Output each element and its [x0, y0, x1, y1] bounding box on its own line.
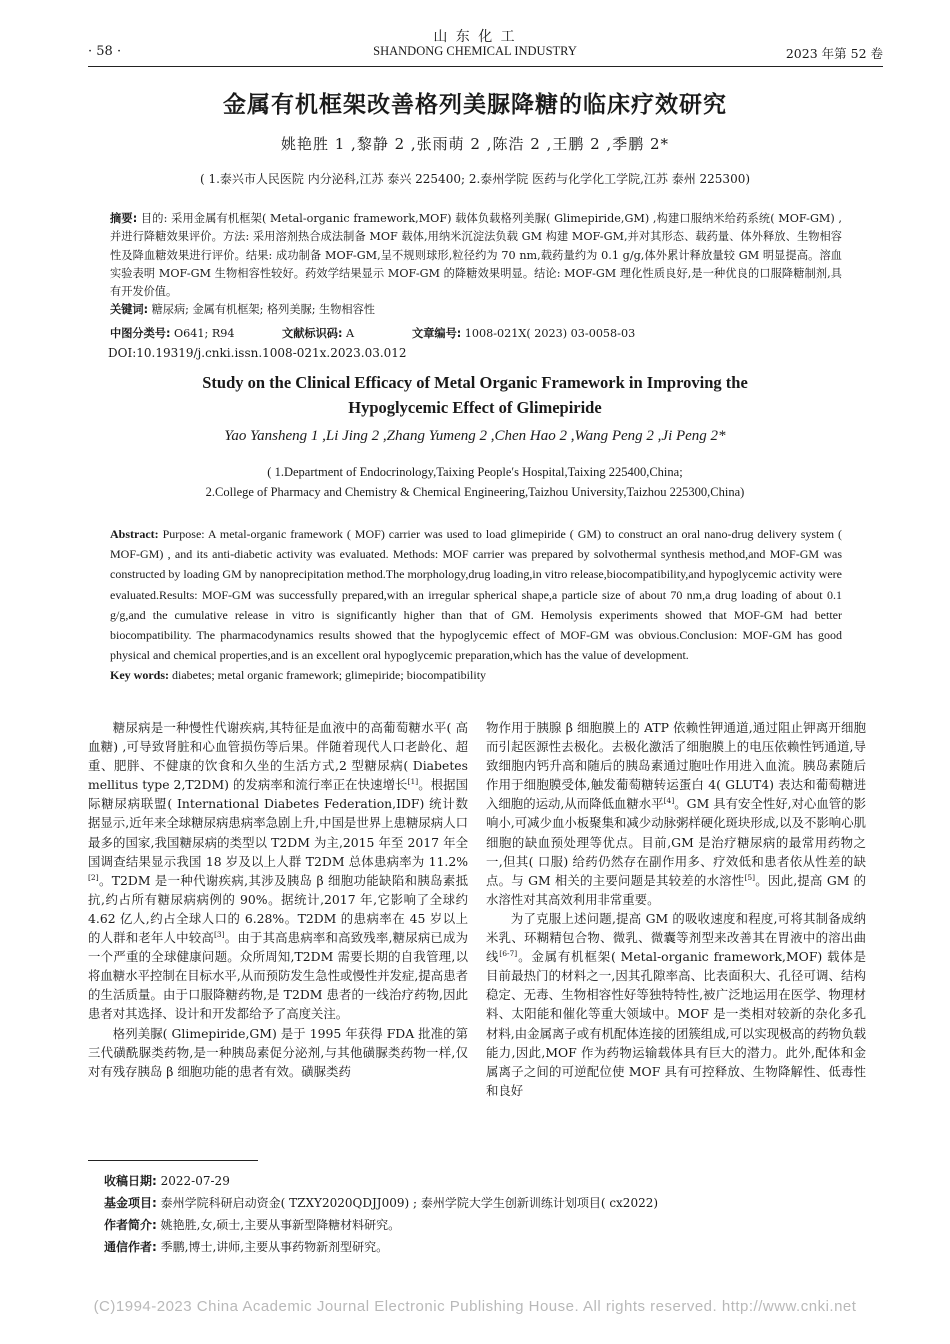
- article-title-cn: 金属有机框架改善格列美脲降糖的临床疗效研究: [223, 92, 727, 118]
- clc-label: 中图分类号:: [110, 327, 171, 340]
- affiliation-en-line2: 2.College of Pharmacy and Chemistry & Chemical Engineering,Taizhou University,Taizhou 225300,China): [205, 484, 745, 499]
- citation[interactable]: [6-7]: [499, 949, 518, 958]
- citation[interactable]: [4]: [663, 796, 675, 806]
- footnote-value: 季鹏,博士,讲师,主要从事药物新剂型研究。: [160, 1240, 389, 1254]
- footnote-fund: [104, 1194, 658, 1211]
- affiliation-cn: ( 1.泰兴市人民医院 内分泌科,江苏 泰兴 225400; 2.泰州学院 医药与化学化工学院,江苏 泰州 225300): [199, 172, 751, 186]
- footnote-corresponding: [104, 1238, 388, 1255]
- doc-code-value: A: [345, 327, 355, 340]
- text-run: 。因此,提高 GM 的水溶性对其高效利用非常重要。: [486, 872, 867, 907]
- footnote-label: 基金项目:: [104, 1196, 157, 1210]
- text-run: 物作用于胰腺 β 细胞膜上的 ATP 依赖性钾通道,通过阻止钾离开细胞而引起医源性去极化。去极化激活了细胞膜上的电压依赖性钙通道,导致细胞内钙升高和随后的胰岛素通过胞吐作用进入血流。胰岛素随后作用于细胞膜受体,触发葡萄糖转运蛋白 4( GLUT4) 表达和葡萄糖进入细胞的运动,从而降低血糖水平: [486, 720, 866, 812]
- abstract-cn-text: 目的: 采用金属有机框架( Metal-organic framework,MOF) 载体负载格列美脲( Glimepiride,GM) ,构建口服纳米给药系统( MOF-GM) ,并进行降糖效果评价。方法: 采用溶剂热合成法制备 MOF 载体,用纳米沉淀法负载 GM 构建 MOF-GM,并对其形态、载药量、体外释放、生物相容性及降血糖效果进行评价。结果: 成功制备 MOF-GM,呈不规则球形,粒径约为 70 nm,载药量约为 0.1 g/g,体外累计释放量较 GM 明显提高。溶血实验表明 MOF-GM 生物相容性较好。药效学结果显示 MOF-GM 的降糖效果明显。结论: MOF-GM 理化性质良好,是一种优良的口服降糖制剂,具有开发价值。: [110, 212, 842, 299]
- text-run: 。T2DM 是一种代谢疾病,其涉及胰岛 β 细胞功能缺陷和胰岛素抵抗,约占所有糖尿病病例的 90%。据统计,2017 年,它影响了全球约 4.62 亿人,约占全球人口的 6.28%。T2DM 的患病率在 45 岁以上的人群和老年人中较高: [88, 872, 468, 946]
- footnote-label: 通信作者:: [104, 1240, 157, 1254]
- doi[interactable]: DOI:10.19319/j.cnki.issn.1008-021x.2023.03.012: [108, 346, 407, 360]
- text-run: 为了克服上述问题,提高 GM 的吸收速度和程度,可将其制备成纳米乳、环糊精包合物、微乳、微囊等剂型来改善其在胃液中的溶出曲线: [486, 910, 866, 965]
- body-column-right: [486, 718, 866, 1100]
- footnote-value: 姚艳胜,女,硕士,主要从事新型降糖材料研究。: [160, 1218, 401, 1232]
- article-no-label: 文章编号:: [412, 327, 462, 340]
- article-no-value: 1008-021X( 2023) 03-0058-03: [464, 327, 636, 340]
- affiliation-en: [0, 463, 950, 502]
- volume-info: 2023 年第 52 卷: [785, 46, 883, 61]
- text-run: 。GM 具有安全性好,对心血管的影响小,可减少血小板聚集和减少动脉粥样硬化斑块形成,以及不影响心肌细胞的缺血预处理等优点。目前,GM 是治疗糖尿病的最常用药物之一,但其( 口服) 给药仍然存在副作用多、疗效低和患者依从性差的缺点。与 GM 相关的主要问题是其较差的水溶性: [486, 796, 866, 888]
- article-title-en: [0, 370, 950, 420]
- authors-en: Yao Yansheng 1 ,Li Jing 2 ,Zhang Yumeng 2 ,Chen Hao 2 ,Wang Peng 2 ,Ji Peng 2*: [224, 428, 726, 444]
- footnote-value: 2022-07-29: [160, 1174, 230, 1188]
- citation[interactable]: [2]: [88, 872, 99, 882]
- abstract-cn-label: 摘要:: [110, 212, 138, 225]
- text-run: 糖尿病是一种慢性代谢疾病,其特征是血液中的高葡萄糖水平( 高血糖) ,可导致肾脏和心血管损伤等后果。伴随着现代人口老龄化、超重、肥胖、不健康的饮食和久坐的生活方式,2 型糖尿病( Diabetes mellitus type 2,T2DM) 的发病率和流行率正在快速增长: [88, 720, 468, 793]
- title-en-line2: Hypoglycemic Effect of Glimepiride: [348, 398, 602, 417]
- footnote-rule: [88, 1160, 258, 1161]
- affiliation-en-line1: ( 1.Department of Endocrinology,Taixing People′s Hospital,Taixing 225400,China;: [267, 465, 683, 479]
- abstract-en-text: Purpose: A metal-organic framework ( MOF) carrier was used to load glimepiride ( GM) to construct an oral nano-drug delivery system ( MOF-GM) , and its anti-diabetic activity was evaluated. Methods: MOF carrier was prepared by solvothermal synthesis method,and MOF-GM was constructed by loading GM by nanoprecipitation method.The morphology,drug loading,in vitro release,biocompatibility,and hypoglycemic activity were evaluated.Results: MOF-GM was successfully prepared,with an irregular spherical shape,a particle size of about 70 nm,a drug loading of about 0.1 g/g,and the cumulative release in vitro is significantly higher than that of GM. Hemolysis experiments showed that MOF-GM had better biocompatibility. The pharmacodynamics results showed that the hypoglycemic effect of MOF-GM was obvious.Conclusion: MOF-GM has good physical and chemical properties,and is an excellent oral hypoglycemic preparation,which has the value of development.: [110, 527, 842, 663]
- citation[interactable]: [3]: [213, 929, 225, 939]
- paragraph: [88, 718, 468, 1024]
- abstract-en-label: Abstract:: [110, 527, 159, 541]
- keywords-cn-label: 关键词:: [110, 303, 149, 317]
- citation[interactable]: [1]: [407, 777, 419, 787]
- journal-name-en: SHANDONG CHEMICAL INDUSTRY: [373, 44, 577, 58]
- footnote-received: [104, 1172, 230, 1189]
- journal-name-cn: 山 东 化 工: [433, 29, 517, 45]
- keywords-en: diabetes; metal organic framework; glimepiride; biocompatibility: [172, 668, 487, 683]
- text-run: 。金属有机框架( Metal-organic framework,MOF) 载体是目前最热门的材料之一,因其孔隙率高、比表面积大、孔径可调、结构稳定、无毒、生物相容性好等独特特性,被广泛地运用在医学、物理材料、太阳能和催化等重大领域中。MOF 是一类相对较新的杂化多孔材料,由金属离子或有机配体连接的团簇组成,可以实现极高的药物负载能力,因此,MOF 作为药物运输载体具有巨大的潜力。此外,配体和金属离子之间的可逆配位使 MOF 具有可控释放、生物降解性、低毒性和良好: [486, 949, 867, 1098]
- keywords-en-label: Key words:: [110, 668, 169, 683]
- copyright-watermark: (C)1994-2023 China Academic Journal Electronic Publishing House. All rights reserved. http://www.cnki.net: [93, 1298, 857, 1315]
- keywords-cn: 糖尿病; 金属有机框架; 格列美脲; 生物相容性: [151, 303, 375, 317]
- doc-code-label: 文献标识码:: [282, 327, 343, 340]
- page-number: · 58 ·: [88, 44, 122, 59]
- body-column-left: [88, 718, 468, 1081]
- abstract-en: [110, 524, 842, 686]
- citation[interactable]: [5]: [744, 872, 756, 882]
- abstract-cn: [110, 210, 842, 320]
- header-rule: [88, 66, 883, 67]
- paragraph: [486, 909, 866, 1100]
- footnote-label: 作者简介:: [104, 1218, 157, 1232]
- paragraph: [486, 718, 866, 909]
- classification-row: [110, 325, 850, 343]
- paragraph: 格列美脲( Glimepiride,GM) 是于 1995 年获得 FDA 批准的第三代磺酰脲类药物,是一种胰岛素促分泌剂,与其他磺脲类药物一样,仅对有残存胰岛 β 细胞功能的患者有效。磺脲类药: [88, 1025, 468, 1079]
- title-en-line1: Study on the Clinical Efficacy of Metal Organic Framework in Improving the: [202, 373, 748, 392]
- text-run: 。由于其高患病率和高致残率,糖尿病已成为一个严重的全球健康问题。众所周知,T2DM 需要长期的自我管理,以将血糖水平控制在目标水平,从而预防发生急性或慢性并发症,提高患者的生活质量。由于口服降糖药物,是 T2DM 患者的一线治疗药物,因此患者对其选择、设计和开发都给予了高度关注。: [88, 930, 468, 1022]
- authors-cn: 姚艳胜 1 ,黎静 2 ,张雨萌 2 ,陈浩 2 ,王鹏 2 ,季鹏 2*: [280, 135, 670, 153]
- footnote-value: 泰州学院科研启动资金( TZXY2020QDJJ009) ; 泰州学院大学生创新训练计划项目( cx2022): [160, 1196, 659, 1210]
- footnote-label: 收稿日期:: [104, 1174, 157, 1188]
- text-run: 。根据国际糖尿病联盟( International Diabetes Federation,IDF) 统计数据显示,近年来全球糖尿病患病率急剧上升,中国是世界上患糖尿病人口最多的国家,我国糖尿病的类型以 T2DM 为主,2015 年至 2017 年全国调查结果显示我国 18 岁及以上人群 T2DM 总体患病率为 11.2%: [88, 777, 469, 869]
- footnote-bio: [104, 1216, 400, 1233]
- clc-value: O641; R94: [173, 327, 235, 340]
